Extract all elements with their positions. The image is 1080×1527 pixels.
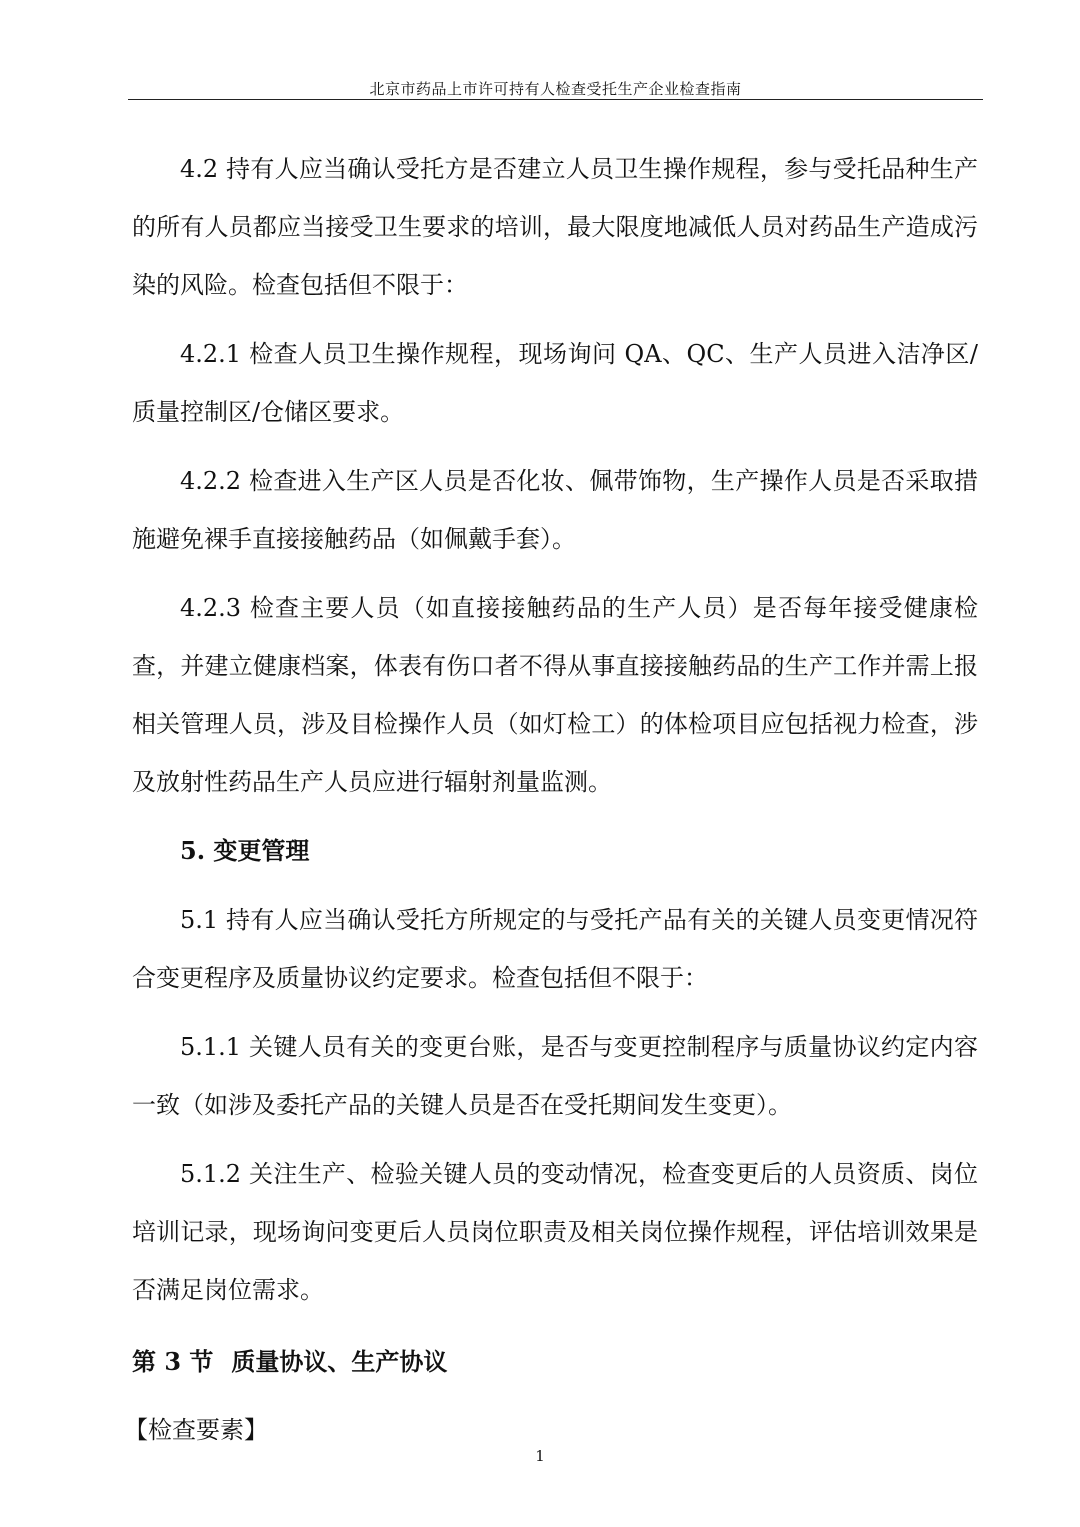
section-number: 第 3 节 <box>132 1347 214 1376</box>
inspection-elements-label: 【检查要素】 <box>124 1416 268 1444</box>
document-body <box>124 140 978 1459</box>
paragraph-4-2: 4.2 持有人应当确认受托方是否建立人员卫生操作规程，参与受托品种生产的所有人员都应当接受卫生要求的培训，最大限度地减低人员对药品生产造成污染的风险。检查包括但不限于： <box>132 155 978 299</box>
paragraph-5-1-2: 5.1.2 关注生产、检验关键人员的变动情况，检查变更后的人员资质、岗位培训记录，现场询问变更后人员岗位职责及相关岗位操作规程，评估培训效果是否满足岗位需求。 <box>132 1160 978 1304</box>
paragraph-5-1-1: 5.1.1 关键人员有关的变更台账，是否与变更控制程序与质量协议约定内容一致（如涉及委托产品的关键人员是否在受托期间发生变更）。 <box>132 1033 978 1119</box>
paragraph-4-2-2: 4.2.2 检查进入生产区人员是否化妆、佩带饰物，生产操作人员是否采取措施避免裸手直接接触药品（如佩戴手套）。 <box>132 467 978 553</box>
paragraph-4-2-1: 4.2.1 检查人员卫生操作规程，现场询问 QA、QC、生产人员进入洁净区/质量控制区/仓储区要求。 <box>132 340 978 426</box>
paragraph-4-2-3: 4.2.3 检查主要人员（如直接接触药品的生产人员）是否每年接受健康检查，并建立健康档案，体表有伤口者不得从事直接接触药品的生产工作并需上报相关管理人员，涉及目检操作人员（如灯检工）的体检项目应包括视力检查，涉及放射性药品生产人员应进行辐射剂量监测。 <box>132 594 978 796</box>
heading-5-change-management: 5. 变更管理 <box>180 836 310 865</box>
page-number: 1 <box>535 1447 545 1465</box>
section-title: 质量协议、生产协议 <box>231 1347 448 1376</box>
section-heading <box>132 1333 978 1391</box>
paragraph-5-1: 5.1 持有人应当确认受托方所规定的与受托产品有关的关键人员变更情况符合变更程序及质量协议约定要求。检查包括但不限于： <box>132 906 978 992</box>
running-header: 北京市药品上市许可持有人检查受托生产企业检查指南 <box>369 80 742 98</box>
header-divider <box>128 99 983 100</box>
